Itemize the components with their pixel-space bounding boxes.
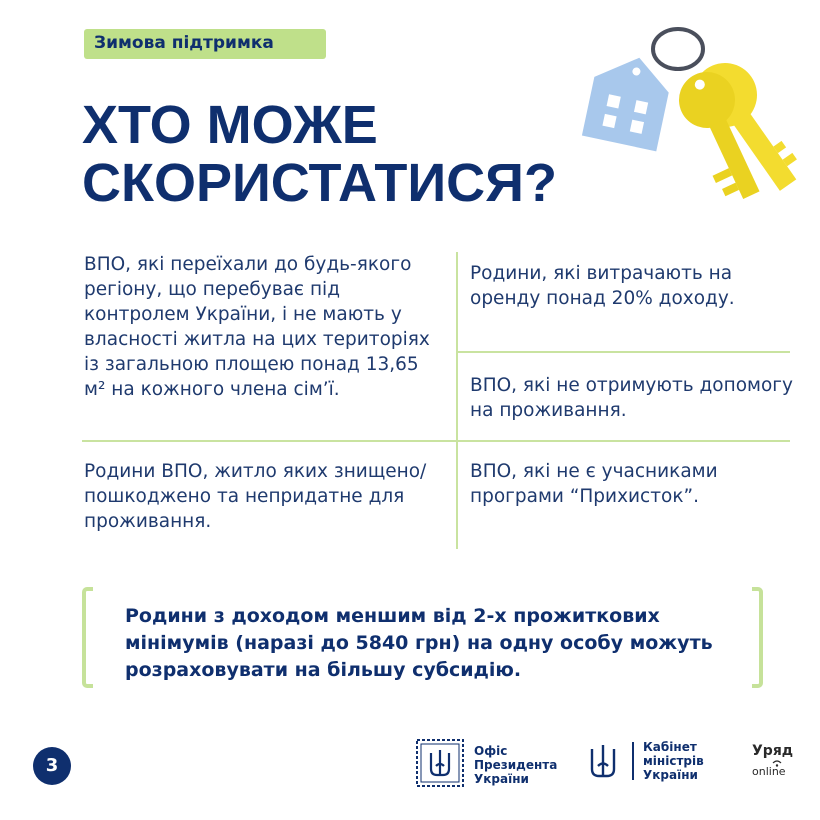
eligibility-cell-bottom-right: ВПО, які не є учасниками програми “Прихисток”. [470, 461, 718, 507]
key-ring-icon [653, 29, 703, 69]
subsidy-note: Родини з доходом меншим від 2-х прожиткових мінімумів (наразі до 5840 грн) на одну особу можуть розраховувати на більшу субсидію. [125, 605, 713, 681]
uryad-online-logo [752, 743, 802, 783]
keys-icon [670, 50, 805, 205]
note-bracket-right [752, 587, 763, 688]
trident-icon [431, 750, 449, 775]
grid-right-divider [456, 351, 790, 353]
grid-horizontal-divider [82, 440, 790, 442]
eligibility-cell-top-right-1: Родини, які витрачають на оренду понад 20% доходу. [470, 263, 735, 309]
title-line-1: ХТО МОЖЕ [82, 95, 378, 155]
cabinet-ministers-text: Кабінет міністрів України [643, 740, 704, 782]
title-line-2: СКОРИСТАТИСЯ? [82, 153, 557, 213]
grid-vertical-divider [456, 252, 458, 549]
category-tag: Зимова підтримка [84, 29, 326, 59]
keys-illustration [575, 25, 805, 205]
eligibility-cell-top-right-2: ВПО, які не отримують допомогу на проживання. [470, 375, 793, 421]
page-title [82, 96, 622, 212]
office-president-emblem [415, 738, 465, 788]
uryad-label: Уряд [752, 743, 794, 759]
note-bracket-left [82, 587, 93, 688]
trident-icon [592, 745, 614, 777]
cabinet-divider [632, 742, 634, 780]
cabinet-ministers-emblem [585, 738, 625, 788]
page-number: 3 [33, 747, 71, 785]
eligibility-cell-bottom-left: Родини ВПО, житло яких знищено/ пошкоджено та непридатне для проживання. [84, 461, 427, 532]
eligibility-cell-top-left: ВПО, які переїхали до будь-якого регіону, що перебуває під контролем України, і не мають у власності житла на цих територіях із загальною площею понад 13,65 м² на кожного члена сім’ї. [84, 254, 430, 400]
office-president-text: Офіс Президента України [474, 744, 558, 786]
online-label: online [752, 765, 786, 778]
